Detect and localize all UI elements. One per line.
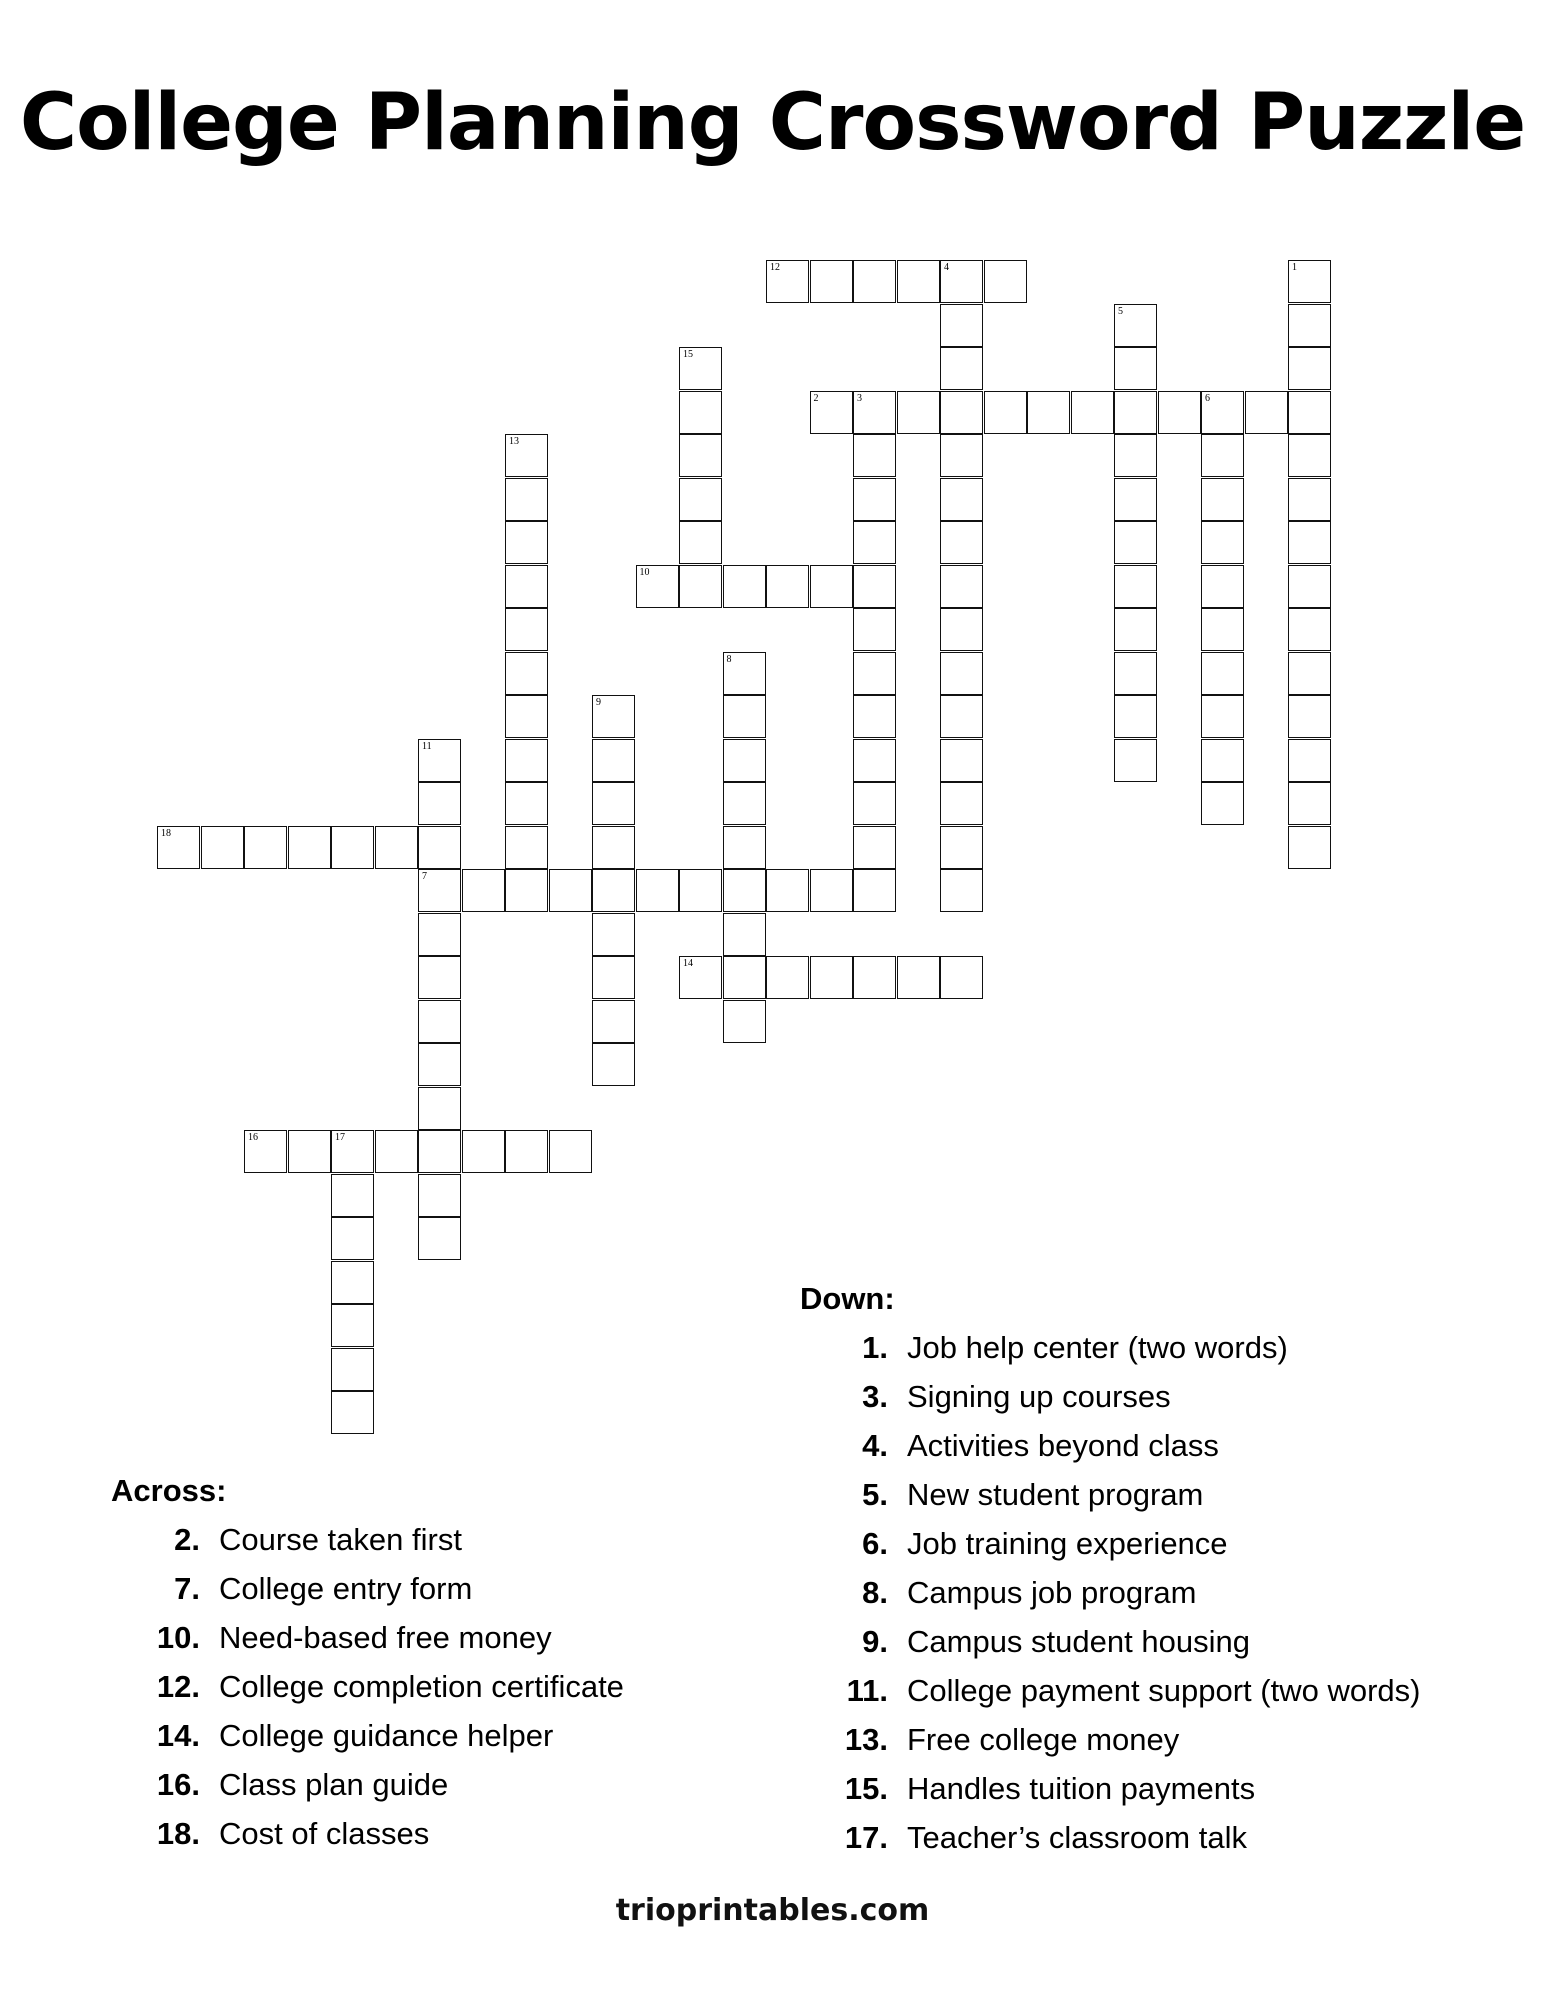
grid-cell[interactable] [810,565,853,608]
grid-cell[interactable] [853,391,896,434]
grid-cell[interactable] [853,434,896,477]
clue-number: 2 [813,392,819,404]
grid-cell[interactable] [1114,695,1157,738]
clue-number: 11 [422,740,432,752]
grid-cell[interactable] [1288,565,1331,608]
grid-cell[interactable] [1201,608,1244,651]
grid-cell[interactable] [853,608,896,651]
grid-cell[interactable] [853,260,896,303]
clue-text: New student program [907,1477,1204,1512]
grid-cell[interactable] [636,869,679,912]
grid-cell[interactable] [723,565,766,608]
grid-cell[interactable] [1288,608,1331,651]
grid-cell[interactable] [375,1130,418,1173]
clue-number: 13. [844,1722,888,1757]
grid-cell[interactable] [418,1130,461,1173]
grid-cell[interactable] [418,913,461,956]
clue-text: Campus student housing [907,1624,1250,1659]
grid-cell[interactable] [897,956,940,999]
grid-cell[interactable] [1201,695,1244,738]
clue-number: 8 [726,653,732,665]
clue-number: 15 [683,349,693,360]
grid-cell[interactable] [1201,478,1244,521]
clue-number: 5 [1118,305,1123,317]
grid-cell[interactable] [853,869,896,912]
clue-number: 1 [1292,262,1297,273]
clue-text: Free college money [907,1722,1180,1757]
grid-cell[interactable] [940,434,983,477]
grid-cell[interactable] [592,869,635,912]
clue-text: College completion certificate [219,1669,624,1704]
grid-cell[interactable] [505,695,548,738]
grid-cell[interactable] [723,739,766,782]
grid-cell[interactable] [288,826,331,869]
grid-cell[interactable] [679,521,722,564]
clue-text: Campus job program [907,1575,1197,1610]
grid-cell[interactable] [418,782,461,825]
grid-cell[interactable] [940,739,983,782]
clue-number: 17 [335,1132,345,1143]
clue-text: College guidance helper [219,1718,554,1753]
grid-cell[interactable] [418,1000,461,1043]
clue-text: Teacher’s classroom talk [907,1820,1247,1855]
grid-cell[interactable] [331,1130,374,1173]
grid-cell[interactable] [505,652,548,695]
grid-cell[interactable] [810,260,853,303]
grid-cell[interactable] [592,782,635,825]
grid-cell[interactable] [679,347,722,390]
grid-cell[interactable] [331,1391,374,1434]
grid-cell[interactable] [1201,434,1244,477]
grid-cell[interactable] [1114,304,1157,347]
grid-cell[interactable] [940,695,983,738]
clue-number: 2. [174,1522,200,1557]
grid-cell[interactable] [1288,260,1331,303]
grid-cell[interactable] [1114,739,1157,782]
grid-cell[interactable] [940,391,983,434]
clue-number: 3. [862,1379,888,1414]
grid-cell[interactable] [766,956,809,999]
grid-cell[interactable] [331,1217,374,1260]
grid-cell[interactable] [592,956,635,999]
grid-cell[interactable] [418,1174,461,1217]
grid-cell[interactable] [505,565,548,608]
grid-cell[interactable] [940,304,983,347]
grid-cell[interactable] [505,434,548,477]
clue-text: Job help center (two words) [907,1330,1288,1365]
clue-text: Job training experience [907,1526,1228,1561]
grid-cell[interactable] [244,826,287,869]
grid-cell[interactable] [679,565,722,608]
grid-cell[interactable] [418,869,461,912]
grid-cell[interactable] [462,1130,505,1173]
grid-cell[interactable] [592,1043,635,1086]
grid-cell[interactable] [201,826,244,869]
grid-cell[interactable] [418,1087,461,1130]
grid-cell[interactable] [723,652,766,695]
grid-cell[interactable] [505,478,548,521]
grid-cell[interactable] [592,913,635,956]
clue-number: 12 [770,262,780,273]
grid-cell[interactable] [1114,347,1157,390]
grid-cell[interactable] [897,260,940,303]
clue-number: 15. [844,1771,888,1806]
clue-number: 5. [862,1477,888,1512]
grid-cell[interactable] [940,869,983,912]
grid-cell[interactable] [418,1217,461,1260]
clue-text: Need-based free money [219,1620,552,1655]
grid-cell[interactable] [1201,739,1244,782]
clue-number: 18. [156,1816,200,1851]
grid-cell[interactable] [897,391,940,434]
grid-cell[interactable] [1288,478,1331,521]
grid-cell[interactable] [636,565,679,608]
grid-cell[interactable] [1027,391,1070,434]
grid-cell[interactable] [723,869,766,912]
clue-text: College payment support (two words) [907,1673,1421,1708]
grid-cell[interactable] [853,782,896,825]
grid-cell[interactable] [549,1130,592,1173]
grid-cell[interactable] [1288,521,1331,564]
grid-cell[interactable] [1114,565,1157,608]
grid-cell[interactable] [331,1304,374,1347]
grid-cell[interactable] [331,1174,374,1217]
grid-cell[interactable] [288,1130,331,1173]
grid-cell[interactable] [766,869,809,912]
clue-text: Class plan guide [219,1767,449,1802]
grid-cell[interactable] [1288,782,1331,825]
grid-cell[interactable] [723,1000,766,1043]
clue-number: 16. [156,1767,200,1802]
grid-cell[interactable] [592,695,635,738]
page-title: College Planning Crossword Puzzle [19,78,1526,168]
grid-cell[interactable] [1288,434,1331,477]
clue-number: 16 [248,1132,258,1143]
clue-number: 8. [862,1575,888,1610]
grid-cell[interactable] [549,869,592,912]
clue-number: 1. [862,1330,888,1365]
grid-cell[interactable] [940,608,983,651]
clue-number: 18 [161,827,171,839]
grid-cell[interactable] [853,652,896,695]
clue-number: 6. [862,1526,888,1561]
clue-number: 12. [156,1669,200,1704]
clue-number: 13 [509,436,519,447]
clue-number: 6 [1205,392,1210,404]
clue-number: 3 [857,392,862,404]
grid-cell[interactable] [157,826,200,869]
clue-number: 14. [156,1718,200,1753]
grid-cell[interactable] [810,391,853,434]
grid-cell[interactable] [679,391,722,434]
grid-cell[interactable] [1288,347,1331,390]
grid-cell[interactable] [853,521,896,564]
grid-cell[interactable] [940,565,983,608]
grid-cell[interactable] [418,1043,461,1086]
clue-number: 4 [944,262,949,273]
clue-number: 4. [862,1428,888,1463]
grid-cell[interactable] [592,826,635,869]
clue-number: 9. [862,1624,888,1659]
grid-cell[interactable] [505,869,548,912]
grid-cell[interactable] [984,391,1027,434]
grid-cell[interactable] [1114,434,1157,477]
grid-cell[interactable] [1288,695,1331,738]
grid-cell[interactable] [592,1000,635,1043]
grid-cell[interactable] [331,1348,374,1391]
grid-cell[interactable] [505,521,548,564]
grid-cell[interactable] [331,826,374,869]
grid-cell[interactable] [766,260,809,303]
grid-cell[interactable] [1288,391,1331,434]
clue-number: 7 [422,871,427,882]
grid-cell[interactable] [853,565,896,608]
grid-cell[interactable] [1245,391,1288,434]
grid-cell[interactable] [853,695,896,738]
grid-cell[interactable] [1114,391,1157,434]
clue-number: 7. [174,1571,200,1606]
grid-cell[interactable] [1114,478,1157,521]
grid-cell[interactable] [940,652,983,695]
down-heading: Down: [800,1281,895,1316]
grid-cell[interactable] [723,956,766,999]
clue-text: Cost of classes [219,1816,430,1851]
grid-cell[interactable] [853,956,896,999]
grid-cell[interactable] [1201,521,1244,564]
grid-cell[interactable] [331,1261,374,1304]
grid-cell[interactable] [1201,391,1244,434]
grid-cell[interactable] [418,739,461,782]
grid-cell[interactable] [940,260,983,303]
grid-cell[interactable] [1288,739,1331,782]
grid-cell[interactable] [1288,652,1331,695]
grid-cell[interactable] [810,869,853,912]
grid-cell[interactable] [940,521,983,564]
across-heading: Across: [111,1473,227,1508]
grid-cell[interactable] [505,739,548,782]
grid-cell[interactable] [1158,391,1201,434]
grid-cell[interactable] [1114,652,1157,695]
grid-cell[interactable] [462,869,505,912]
clue-number: 14 [683,958,693,969]
grid-cell[interactable] [723,913,766,956]
grid-cell[interactable] [1114,608,1157,651]
grid-cell[interactable] [505,782,548,825]
site-footer: trioprintables.com [615,1893,930,1928]
grid-cell[interactable] [723,695,766,738]
grid-cell[interactable] [766,565,809,608]
grid-cell[interactable] [679,956,722,999]
grid-cell[interactable] [853,739,896,782]
grid-cell[interactable] [723,782,766,825]
clue-number: 9 [596,697,601,708]
clue-number: 11. [846,1673,888,1708]
grid-cell[interactable] [853,826,896,869]
grid-cell[interactable] [723,826,766,869]
grid-cell[interactable] [1071,391,1114,434]
grid-cell[interactable] [940,347,983,390]
clue-text: College entry form [219,1571,473,1606]
grid-cell[interactable] [1114,521,1157,564]
grid-cell[interactable] [810,956,853,999]
clue-text: Handles tuition payments [907,1771,1256,1806]
clue-number: 10. [156,1620,200,1655]
grid-cell[interactable] [418,826,461,869]
grid-cell[interactable] [679,869,722,912]
grid-cell[interactable] [853,478,896,521]
clue-text: Activities beyond class [907,1428,1219,1463]
grid-cell[interactable] [505,608,548,651]
grid-cell[interactable] [1288,304,1331,347]
grid-cell[interactable] [679,478,722,521]
grid-cell[interactable] [1288,826,1331,869]
grid-cell[interactable] [940,826,983,869]
grid-cell[interactable] [940,782,983,825]
grid-cell[interactable] [505,826,548,869]
grid-cell[interactable] [505,1130,548,1173]
clue-text: Signing up courses [907,1379,1171,1414]
grid-cell[interactable] [375,826,418,869]
grid-cell[interactable] [1201,565,1244,608]
grid-cell[interactable] [1201,652,1244,695]
clue-text: Course taken first [219,1522,462,1557]
grid-cell[interactable] [592,739,635,782]
clue-number: 17. [844,1820,888,1855]
grid-cell[interactable] [1201,782,1244,825]
grid-cell[interactable] [984,260,1027,303]
grid-cell[interactable] [418,956,461,999]
clue-number: 10 [639,566,650,578]
grid-cell[interactable] [679,434,722,477]
grid-cell[interactable] [940,478,983,521]
grid-cell[interactable] [940,956,983,999]
grid-cell[interactable] [244,1130,287,1173]
